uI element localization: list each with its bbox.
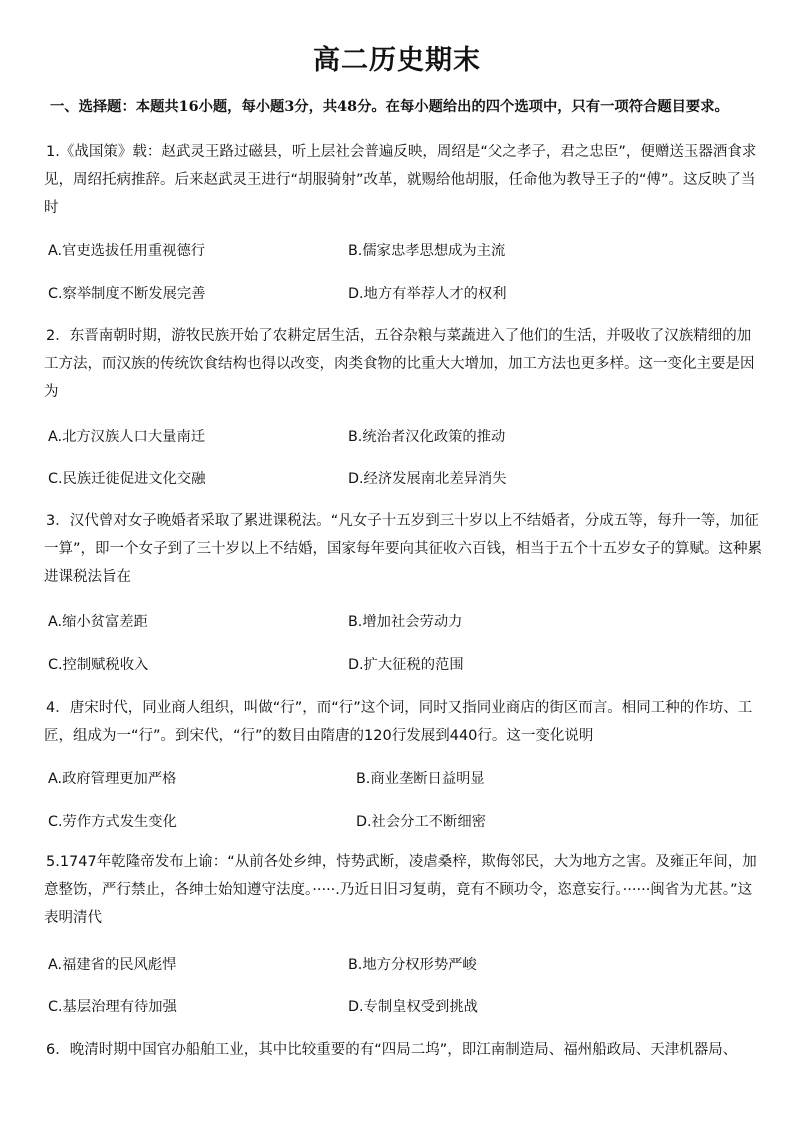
question-6-stem: 6．晚清时期中国官办船舶工业，其中比较重要的有“四局二坞”，即江南制造局、福州船政局、天津机器局、 bbox=[46, 1042, 738, 1058]
question-2-stem: 2．东晋南朝时期，游牧民族开始了农耕定居生活，五谷杂粮与菜蔬进入了他们的生活，并吸收了汉族精细的加工方法，而汉族的传统饮食结构也得以改变，肉类食物的比重大大增加，加工方法也更多样。这一变化主要是因为 bbox=[44, 328, 755, 400]
page-title: 高二历史期末 bbox=[313, 45, 481, 76]
question-1-option-a: A.官吏选拔任用重视德行 bbox=[48, 243, 206, 259]
question-4-option-a: A.政府管理更加严格 bbox=[48, 771, 177, 787]
question-3-option-c: C.控制赋税收入 bbox=[48, 657, 149, 673]
question-1-option-c: C.察举制度不断发展完善 bbox=[48, 286, 206, 302]
question-2-option-b: B.统治者汉化政策的推动 bbox=[348, 429, 506, 445]
question-3-stem: 3．汉代曾对女子晚婚者采取了累进课税法。“凡女子十五岁到三十岁以上不结婚者，分成五等，每升一等，加征一算”，即一个女子到了三十岁以上不结婚，国家每年要向其征收六百钱，相当于五个十五岁女子的算赋。这种累进课税法旨在 bbox=[44, 513, 763, 585]
question-5-option-d: D.专制皇权受到挑战 bbox=[348, 999, 478, 1015]
question-4-stem: 4．唐宋时代，同业商人组织，叫做“行”，而“行”这个词，同时又指同业商店的街区而言。相同工种的作坊、工匠，组成为一“行”。到宋代，“行”的数目由隋唐的120行发展到440行。这一变化说明 bbox=[44, 700, 753, 744]
section-heading: 一、选择题：本题共16小题，每小题3分，共48分。在每小题给出的四个选项中，只有一项符合题目要求。 bbox=[50, 99, 729, 115]
question-2-option-c: C.民族迁徙促进文化交融 bbox=[48, 471, 206, 487]
question-5-option-a: A.福建省的民风彪悍 bbox=[48, 957, 177, 973]
question-4-option-b: B.商业垄断日益明显 bbox=[356, 771, 485, 787]
question-3-option-b: B.增加社会劳动力 bbox=[348, 614, 463, 630]
question-4-option-c: C.劳作方式发生变化 bbox=[48, 814, 177, 830]
question-1-option-b: B.儒家忠孝思想成为主流 bbox=[348, 243, 506, 259]
question-2-option-a: A.北方汉族人口大量南迁 bbox=[48, 429, 206, 445]
question-1-stem: 1.《战国策》载：赵武灵王路过磁县，听上层社会普遍反映，周绍是“父之孝子，君之忠臣”，便赠送玉器酒食求见，周绍托病推辞。后来赵武灵王进行“胡服骑射”改革，就赐给他胡服，任命他为教导王子的“傅”。这反映了当时 bbox=[44, 144, 757, 216]
question-3-option-d: D.扩大征税的范围 bbox=[348, 657, 464, 673]
question-1-option-d: D.地方有举荐人才的权利 bbox=[348, 286, 507, 302]
question-4-option-d: D.社会分工不断细密 bbox=[356, 814, 486, 830]
question-5-option-c: C.基层治理有待加强 bbox=[48, 999, 177, 1015]
question-5-option-b: B.地方分权形势严峻 bbox=[348, 957, 477, 973]
question-3-option-a: A.缩小贫富差距 bbox=[48, 614, 148, 630]
question-5-stem: 5.1747年乾隆帝发布上谕：“从前各处乡绅，恃势武断，凌虐桑梓，欺侮邻民，大为地方之害。及雍正年间，加意整饬，严行禁止，各绅士始知遵守法度。·····.乃近日旧习复萌，竟有不顾功令，恣意妄行。······闽省为尤甚。”这表明清代 bbox=[44, 854, 757, 926]
question-2-option-d: D.经济发展南北差异消失 bbox=[348, 471, 507, 487]
